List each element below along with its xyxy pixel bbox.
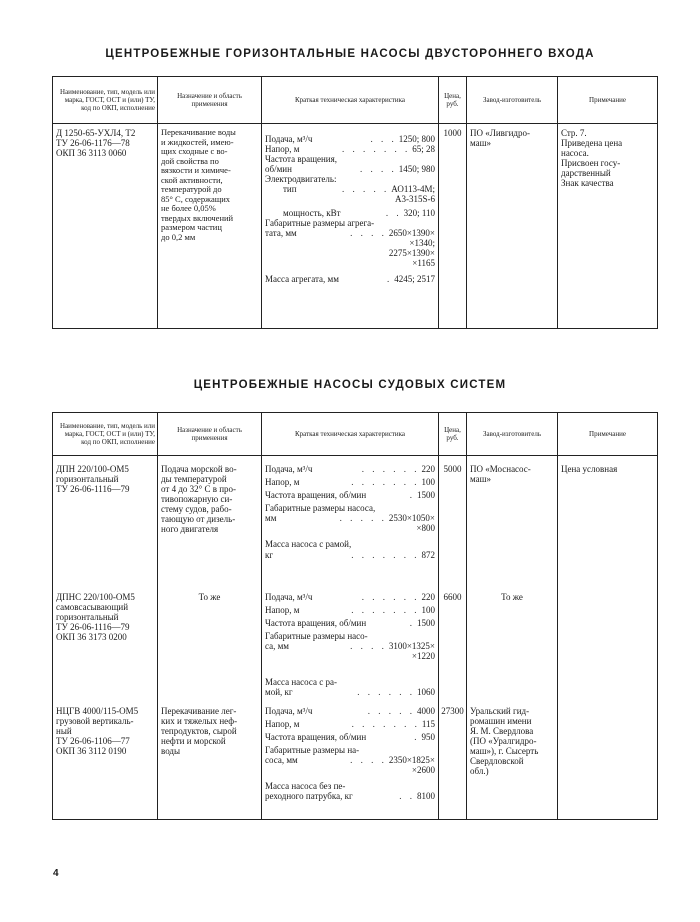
table-row (53, 456, 658, 588)
pump-characteristic (262, 588, 439, 702)
spec-flow: Подача, м³/ч . . . . . 4000 (265, 705, 435, 716)
header-purpose: Назначение и область применения (158, 413, 262, 456)
table-header-row (53, 413, 658, 456)
spec-mass: реходного патрубка, кг . . 8100 (265, 791, 435, 802)
header-characteristic: Краткая техническая характеристика (262, 413, 439, 456)
spec-speed-label: Частота вращения, (265, 154, 338, 165)
spec-dims: са, мм . . . . 3100×1325× (265, 640, 435, 651)
spec-motor-power: мощность, кВт . . 320; 110 (283, 207, 435, 218)
spec-dims-3: 2275×1390× (388, 247, 435, 258)
pump-maker: Уральский гид- ромашин имени Я. М. Свердлова (ПО «Уралгидро- маш»), г. Сысерть Свердловской обл.) (467, 702, 558, 820)
pump-table-2 (52, 412, 658, 820)
pump-name: Д 1250-65-УХЛ4, Т2 ТУ 26-06-1176—78 ОКП 36 3113 0060 (53, 124, 158, 329)
header-maker: Завод-изготовитель (467, 413, 558, 456)
pump-name: НЦГВ 4000/115-ОМ5 грузовой вертикаль- ный ТУ 26-06-1106—77 ОКП 36 3112 0190 (53, 702, 158, 820)
spec-dims: тата, мм . . . . 2650×1390× (265, 227, 435, 238)
pump-purpose: Перекачивание лег- ких и тяжелых неф- тепродуктов, сырой нефти и морской воды (158, 702, 262, 820)
spec-dims: соса, мм . . . . 2350×1825× (265, 754, 435, 765)
spec-flow: Подача, м³/ч . . . . . . 220 (265, 464, 435, 474)
header-purpose: Назначение и область применения (158, 77, 262, 124)
pump-table-1 (52, 76, 658, 329)
pump-price: 1000 (439, 124, 467, 329)
spec-dims-2: ×800 (416, 523, 435, 534)
spec-mass: кг . . . . . . . 872 (265, 549, 435, 560)
spec-dims-2: ×2600 (411, 764, 435, 775)
spec-dims: мм . . . . . 2530×1050× (265, 513, 435, 524)
spec-dims-label: Габаритные размеры насоса, (265, 503, 376, 514)
header-characteristic: Краткая техническая характеристика (262, 77, 439, 124)
pump-note: Цена условная (558, 456, 658, 588)
pump-characteristic (262, 456, 439, 588)
header-note: Примечание (558, 413, 658, 456)
pump-note: Стр. 7. Приведена цена насоса. Присвоен госу- дарственный Знак качества (558, 124, 658, 329)
spec-flow: Подача, м³/ч . . . 1250; 800 (265, 134, 435, 144)
header-maker: Завод-изготовитель (467, 77, 558, 124)
spec-dims-2: ×1220 (411, 650, 435, 661)
pump-note (558, 588, 658, 702)
spec-speed: Частота вращения, об/мин . 1500 (265, 490, 435, 501)
spec-dims-2: ×1340; (409, 237, 435, 248)
spec-dims-4: ×1165 (412, 257, 435, 268)
spec-head: Напор, м . . . . . . . 100 (265, 477, 435, 488)
pump-maker: То же (467, 588, 558, 702)
pump-purpose: Перекачивание воды и жидкостей, имею- щих сходные с во- дой свойства по вязкости и химиче- ской активности, температурой до 85° С, содержащих не более 0,05% твердых включений размером частиц до 0,2 мм (158, 124, 262, 329)
spec-head: Напор, м . . . . . . . 100 (265, 604, 435, 615)
spec-mass-label: Масса насоса с рамой, (265, 539, 352, 550)
spec-dims-label: Габаритные размеры насо- (265, 630, 368, 641)
spec-mass: Масса агрегата, мм . 4245; 2517 (265, 274, 435, 285)
pump-maker: ПО «Моснасос- маш» (467, 456, 558, 588)
table-row (53, 124, 658, 329)
section1-title: ЦЕНТРОБЕЖНЫЕ ГОРИЗОНТАЛЬНЫЕ НАСОСЫ ДВУСТОРОННЕГО ВХОДА (105, 48, 595, 60)
pump-name: ДПН 220/100-ОМ5 горизонтальный ТУ 26-06-1116—79 (53, 456, 158, 588)
spec-dims-label: Габаритные размеры агрега- (265, 217, 375, 228)
table-row (53, 588, 658, 702)
spec-mass-label: Масса насоса с ра- (265, 676, 337, 687)
pump-price: 5000 (439, 456, 467, 588)
table-header-row (53, 77, 658, 124)
header-name: Наименование, тип, модель или марка, ГОСТ, ОСТ и (или) ТУ, код по ОКП, исполнение (53, 413, 158, 456)
header-price: Цена, руб. (439, 413, 467, 456)
spec-dims-label: Габаритные размеры на- (265, 744, 360, 755)
spec-speed: об/мин . . . . 1450; 980 (265, 164, 435, 175)
pump-price: 6600 (439, 588, 467, 702)
header-price: Цена, руб. (439, 77, 467, 124)
spec-head: Напор, м . . . . . . . 65; 28 (265, 144, 435, 155)
pump-price: 27300 (439, 702, 467, 820)
spec-flow: Подача, м³/ч . . . . . . 220 (265, 591, 435, 602)
spec-motor-label: Электродвигатель: (265, 174, 337, 185)
spec-head: Напор, м . . . . . . . 115 (265, 718, 435, 729)
header-name: Наименование, тип, модель или марка, ГОСТ, ОСТ и (или) ТУ, код по ОКП, исполнение (53, 77, 158, 124)
spec-mass: мой, кг . . . . . . 1060 (265, 687, 435, 698)
spec-speed: Частота вращения, об/мин . 1500 (265, 617, 435, 628)
pump-name: ДПНС 220/100-ОМ5 самовсасывающий горизонтальный ТУ 26-06-1116—79 ОКП 36 3173 0200 (53, 588, 158, 702)
header-note: Примечание (558, 77, 658, 124)
section2-title: ЦЕНТРОБЕЖНЫЕ НАСОСЫ СУДОВЫХ СИСТЕМ (193, 379, 507, 391)
table-row (53, 702, 658, 820)
pump-maker: ПО «Ливгидро- маш» (467, 124, 558, 329)
spec-motor-type-2: А3-315S-6 (395, 194, 435, 205)
spec-motor-type: тип . . . . . АО113-4М; (283, 184, 435, 195)
spec-speed: Частота вращения, об/мин . 950 (265, 731, 435, 742)
spec-mass-label: Масса насоса без пе- (265, 780, 346, 791)
pump-note (558, 702, 658, 820)
page-number: 4 (53, 868, 59, 879)
pump-purpose: Подача морской во- ды температурой от 4 до 32° С в про- тивопожарную си- стему судов, рабо- тающую от дизель- ного двигателя (158, 456, 262, 588)
pump-characteristic (262, 124, 439, 329)
pump-purpose: То же (158, 588, 262, 702)
pump-characteristic (262, 702, 439, 820)
